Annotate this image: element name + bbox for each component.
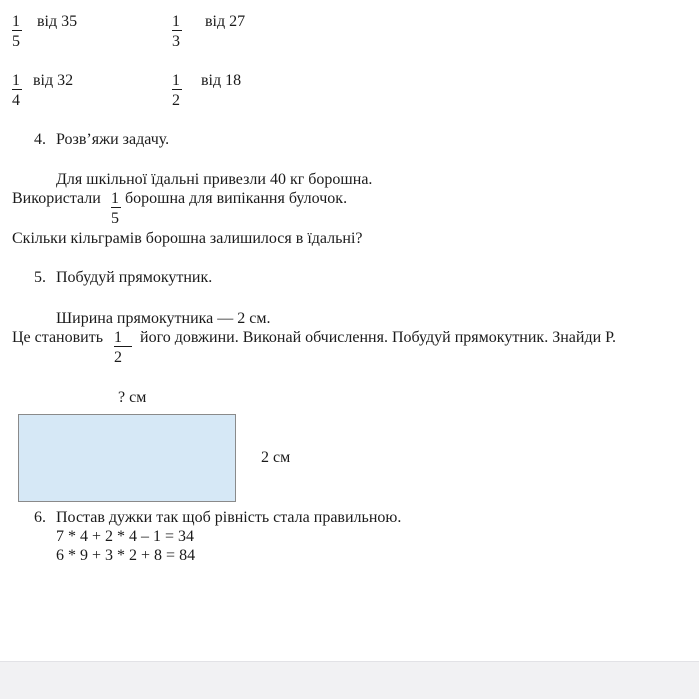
task4-line2-prefix: Використали <box>12 190 101 207</box>
fraction-2-of: від 27 <box>205 13 246 30</box>
task5-fraction-numerator: 1 <box>114 329 132 347</box>
rectangle-length-label: ? см <box>118 389 147 406</box>
fraction-4-of: від 18 <box>201 72 242 89</box>
task5-title: Побудуй прямокутник. <box>56 269 213 286</box>
fraction-2-denominator: 3 <box>172 33 180 50</box>
task5-line2-suffix: його довжини. Виконай обчислення. Побудуй прямокутник. Знайди Р. <box>140 329 617 346</box>
task5-fraction-denominator: 2 <box>114 349 122 366</box>
task4-line2-suffix: борошна для випікання булочок. <box>125 190 348 207</box>
task6-number: 6. <box>34 509 46 526</box>
fraction-1-numerator: 1 <box>12 13 20 30</box>
task5-number: 5. <box>34 269 46 286</box>
fraction-1-denominator: 5 <box>12 33 20 50</box>
task5-line1: Ширина прямокутника — 2 см. <box>56 310 271 327</box>
rectangle-drawing <box>18 414 236 502</box>
task6-title: Постав дужки так щоб рівність стала правильною. <box>56 509 402 526</box>
fraction-4-denominator: 2 <box>172 92 180 109</box>
fraction-3-denominator: 4 <box>12 92 20 109</box>
task5-line2-prefix: Це становить <box>12 329 104 346</box>
task6-equation-1: 7 * 4 + 2 * 4 – 1 = 34 <box>56 528 195 545</box>
fraction-3-of: від 32 <box>33 72 74 89</box>
fraction-1-of: від 35 <box>37 13 78 30</box>
task6-equation-2: 6 * 9 + 3 * 2 + 8 = 84 <box>56 547 196 564</box>
task4-fraction-numerator: 1 <box>111 190 119 207</box>
rectangle-width-label: 2 см <box>261 449 291 466</box>
fraction-2-numerator: 1 <box>172 13 180 30</box>
bottom-toolbar-strip <box>0 661 699 699</box>
task4-title: Розв’яжи задачу. <box>56 131 170 148</box>
fraction-4-numerator: 1 <box>172 72 180 89</box>
task4-number: 4. <box>34 131 46 148</box>
fraction-3-numerator: 1 <box>12 72 20 89</box>
task4-fraction-denominator: 5 <box>111 210 119 227</box>
task4-line3: Скільки кільграмів борошна залишилося в їдальні? <box>12 230 363 247</box>
task4-line1: Для шкільної їдальні привезли 40 кг борошна. <box>56 171 373 188</box>
